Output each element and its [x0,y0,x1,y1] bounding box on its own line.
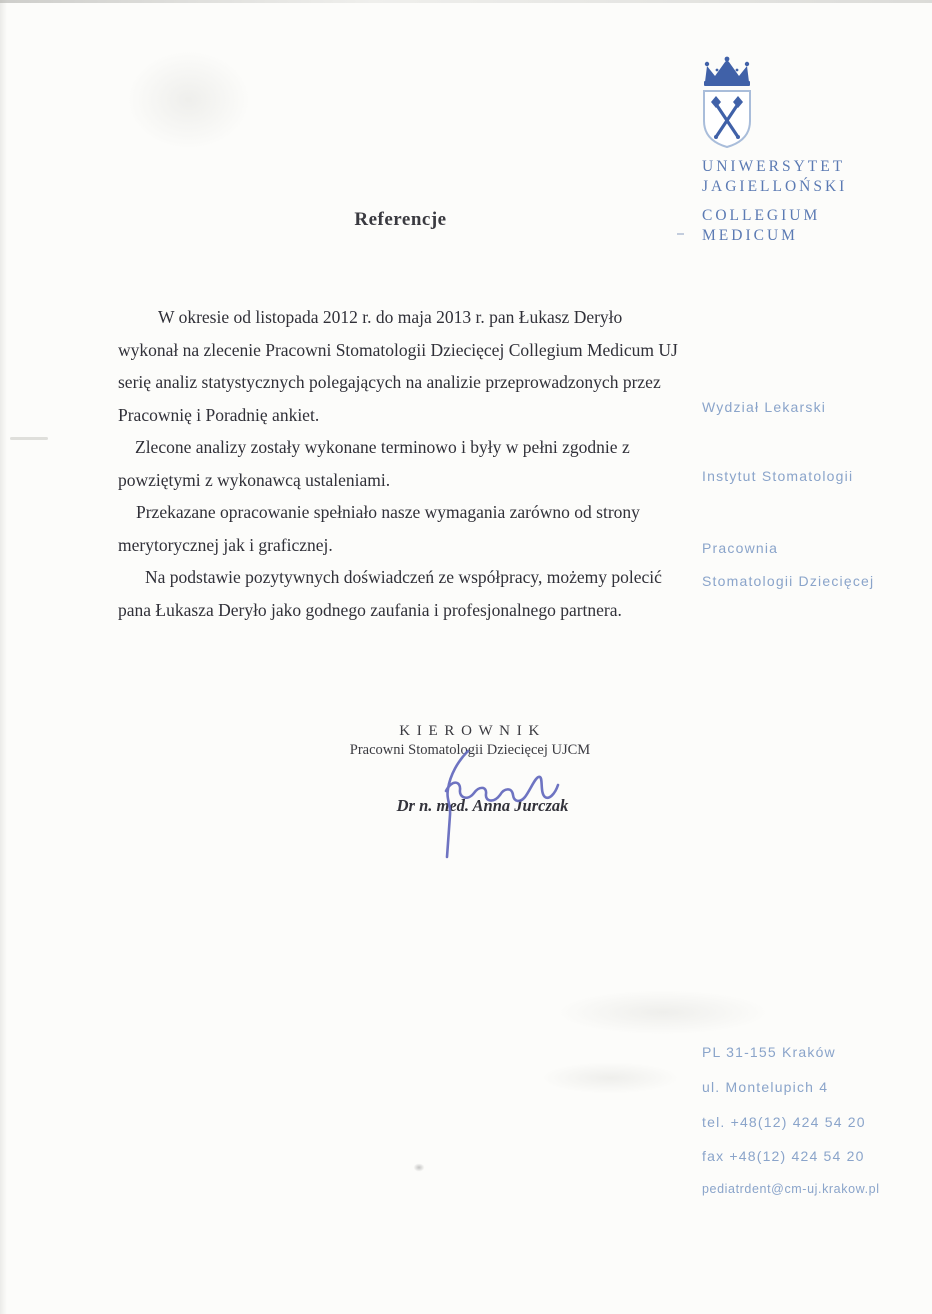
signature-signer-name: Dr n. med. Anna Jurczak [396,796,569,815]
signature-unit-line: Pracowni Stomatologii Dziecięcej UJCM [349,742,591,758]
jagiellonian-crest-icon [697,55,757,151]
contact-email: pediatrdent@cm-uj.krakow.pl [702,1182,880,1196]
crown-icon [704,57,750,86]
contact-phone: tel. +48(12) 424 54 20 [702,1114,866,1130]
letter-body [118,301,683,626]
letter-paragraph: Zlecone analizy zostały wykonane terminowo i były w pełni zgodnie z powziętymi z wykonawcą ustaleniami. [118,437,630,490]
university-crest [697,55,757,156]
handwritten-signature-icon [430,745,580,863]
wordmark-line-collegium: COLLEGIUM [702,207,821,224]
contact-fax: fax +48(12) 424 54 20 [702,1148,865,1164]
scan-smudge [555,990,770,1035]
unit-label-instytut-stomatologii: Instytut Stomatologii [702,468,854,484]
scan-edge-top [0,0,932,3]
scan-dash [10,437,48,440]
wordmark-line-uniwersytet: UNIWERSYTET [702,158,846,175]
letter-paragraph: Na podstawie pozytywnych doświadczeń ze współpracy, możemy polecić pana Łukasza Deryło jako godnego zaufania i profesjonalnego partnera. [118,567,662,620]
scan-edge-left [0,0,7,1314]
unit-label-wydzial-lekarski: Wydział Lekarski [702,399,827,415]
unit-label-pracownia: Pracownia [702,540,779,556]
scan-dash [677,233,684,235]
contact-street: ul. Montelupich 4 [702,1079,829,1095]
scan-speck [413,1163,425,1172]
signature-role-title: K I E R O W N I K [399,723,541,739]
contact-postal: PL 31-155 Kraków [702,1044,836,1060]
university-wordmark [702,157,847,246]
unit-label-stomatologii-dzieciecej: Stomatologii Dziecięcej [702,573,875,589]
letter-paragraph: W okresie od listopada 2012 r. do maja 2013 r. pan Łukasz Deryło wykonał na zlecenie Pracowni Stomatologii Dziecięcej Collegium Medicum UJ serię analiz statystycznych polegających na analizie przeprowadzonych przez Pracownię i Poradnię ankiet. [118,307,678,425]
scan-smudge [540,1062,680,1094]
letter-paragraph: Przekazane opracowanie spełniało nasze wymagania zarówno od strony merytorycznej jak i graficznej. [118,502,640,555]
scan-smudge [126,50,251,150]
letter-title: Referencje [354,209,447,230]
wordmark-line-medicum: MEDICUM [702,227,798,244]
wordmark-line-jagiellonski: JAGIELLOŃSKI [702,178,848,195]
